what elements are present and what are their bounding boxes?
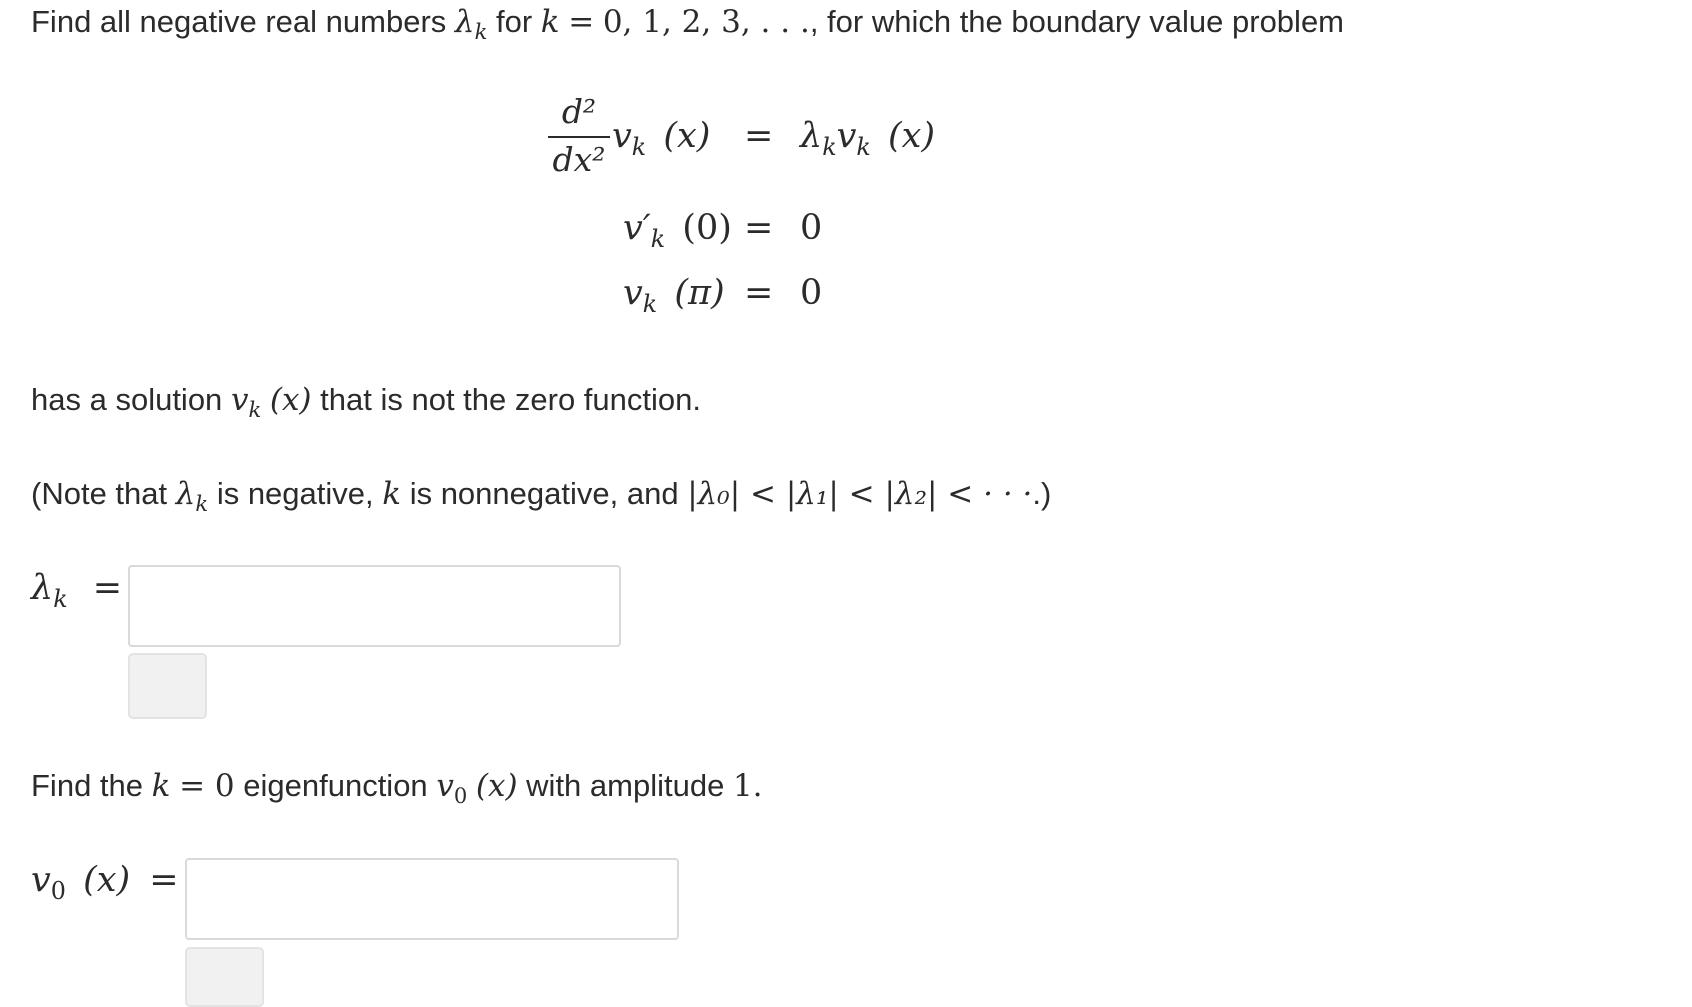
row3-arg: (π) bbox=[674, 273, 725, 313]
equation-row-2-lhs bbox=[623, 208, 732, 253]
part2-arg: (x) bbox=[475, 768, 518, 804]
lambda-answer-label bbox=[31, 568, 123, 613]
part2-amplitude: 1. bbox=[732, 768, 763, 804]
note-mid2: is nonnegative, and bbox=[409, 476, 679, 511]
equation-row-3-rhs: 0 bbox=[800, 273, 823, 313]
part2-k: k bbox=[151, 768, 171, 804]
row1-rhs-lambda: λ bbox=[800, 116, 823, 156]
row2-v-sub: k bbox=[650, 224, 666, 253]
note-mid1: is negative, bbox=[216, 476, 374, 511]
row3-v-sub: k bbox=[642, 289, 658, 318]
second-derivative-fraction bbox=[548, 92, 610, 180]
v0-answer-input[interactable] bbox=[185, 858, 679, 940]
intro-lambda: $\lambda_k$ bbox=[454, 4, 488, 44]
lambda-symbol: λ bbox=[31, 568, 54, 608]
part2-suffix: with amplitude bbox=[526, 768, 725, 803]
part2-prefix: Find the bbox=[31, 768, 144, 803]
note-order: |λ₀| < |λ₁| < |λ₂| < · · · bbox=[687, 476, 1033, 512]
lambda-eq: = bbox=[92, 568, 123, 608]
has-solution-prefix: has a solution bbox=[31, 382, 223, 417]
equation-row-1-eq: = bbox=[744, 116, 774, 156]
intro-text: Find all negative real numbers bbox=[31, 4, 447, 39]
has-solution-suffix: that is not the zero function. bbox=[320, 382, 701, 417]
equation-row-1-lhs bbox=[612, 116, 711, 161]
row1-v-sub: k bbox=[631, 132, 647, 161]
intro-eq-sign: = bbox=[568, 4, 595, 40]
lambda-sub: k bbox=[53, 584, 68, 613]
note-close: .) bbox=[1032, 476, 1052, 511]
row2-arg: (0) bbox=[682, 208, 732, 248]
v0-answer-label bbox=[31, 860, 179, 905]
v0-equation-editor-button[interactable] bbox=[185, 947, 264, 1007]
equation-row-3-lhs bbox=[623, 273, 725, 318]
row1-v: v bbox=[612, 116, 632, 156]
has-solution-vk: $v_k$ bbox=[230, 382, 262, 422]
v0-sub: 0 bbox=[50, 876, 66, 905]
row2-v-prime: v′ bbox=[623, 208, 651, 248]
equation-row-3-eq: = bbox=[744, 273, 774, 313]
row3-v: v bbox=[623, 273, 643, 313]
v0-arg: (x) bbox=[83, 860, 131, 900]
equation-row-2-eq: = bbox=[744, 208, 774, 248]
row1-rhs-lambda-sub: k bbox=[822, 132, 837, 161]
v0-eq: = bbox=[149, 860, 179, 900]
intro-range: 0, 1, 2, 3, . . . bbox=[602, 4, 810, 40]
note-lambda-k: $\lambda_k$ bbox=[175, 476, 209, 516]
part2-text bbox=[31, 766, 763, 809]
equation-row-2-rhs: 0 bbox=[800, 208, 823, 248]
lambda-equation-editor-button[interactable] bbox=[128, 653, 207, 719]
v0-symbol: v bbox=[31, 860, 51, 900]
problem-intro bbox=[31, 2, 1344, 45]
fraction-numerator: d² bbox=[561, 92, 597, 131]
fraction-denominator: dx² bbox=[552, 140, 606, 179]
lambda-answer-input[interactable] bbox=[128, 565, 621, 647]
part2-v0: $v_0$ bbox=[436, 768, 468, 808]
intro-tail: , for which the boundary value problem bbox=[809, 4, 1345, 39]
row1-arg: (x) bbox=[663, 116, 711, 156]
fraction-bar bbox=[548, 136, 610, 138]
equation-row-1-rhs bbox=[800, 116, 936, 161]
row1-rhs-v-sub: k bbox=[856, 132, 871, 161]
row1-rhs-v: v bbox=[836, 116, 857, 156]
has-solution-text bbox=[31, 380, 701, 423]
intro-for: for bbox=[495, 4, 533, 39]
has-solution-arg: (x) bbox=[269, 382, 312, 418]
note-open: (Note that bbox=[31, 476, 168, 511]
intro-k-var: k bbox=[540, 4, 560, 40]
row1-rhs-arg: (x) bbox=[887, 116, 936, 156]
part2-eq: = 0 bbox=[179, 768, 235, 804]
note-text bbox=[31, 474, 1051, 517]
part2-mid: eigenfunction bbox=[243, 768, 428, 803]
note-k: k bbox=[382, 476, 402, 512]
